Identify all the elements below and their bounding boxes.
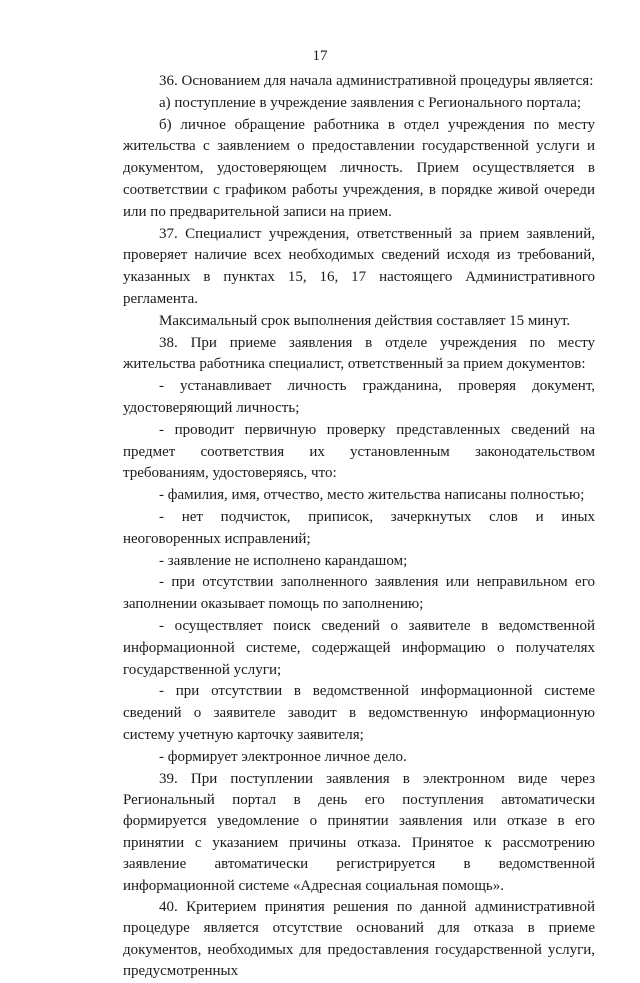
list-item-search: - осуществляет поиск сведений о заявителе в ведомственной информационной системе, содержащей информацию о получателях государственной услуги; xyxy=(123,617,595,678)
paragraph-37: 37. Специалист учреждения, ответственный за прием заявлений, проверяет наличие всех необходимых сведений исходя из требований, указанных в пунктах 15, 16, 17 настоящего Административного регламента. xyxy=(123,225,595,307)
paragraph-40: 40. Критерием принятия решения по данной административной процедуре является отсутствие оснований для отказа в приеме документов, необходимых для предоставления государственной услуги, предусмотренных xyxy=(123,898,595,980)
list-item-full-name: - фамилия, имя, отчество, место жительства написаны полностью; xyxy=(159,487,585,504)
document-body xyxy=(123,71,595,983)
paragraph-36-b: б) личное обращение работника в отдел учреждения по месту жительства с заявлением о предоставлении государственной услуги и документом, удостоверяющем личность. Прием осуществляется в соответствии с графиком работы учреждения, в порядке живой очереди или по предварительной записи на прием. xyxy=(123,116,595,220)
list-item-filling-help: - при отсутствии заполненного заявления или неправильном его заполнении оказывает помощь по заполнению; xyxy=(123,574,595,613)
paragraph-39: 39. При поступлении заявления в электронном виде через Региональный портал в день его поступления автоматически формируется уведомление о принятии заявления или отказе в его принятии с указанием причины отказа. Принятое к рассмотрению заявление автоматически регистрируется в ведомственной информационной системе «Адресная социальная помощь». xyxy=(123,770,595,894)
paragraph-38: 38. При приеме заявления в отделе учреждения по месту жительства работника специалист, ответственный за прием документов: xyxy=(123,334,595,373)
list-item-identity: - устанавливает личность гражданина, проверяя документ, удостоверяющий личность; xyxy=(123,378,595,416)
paragraph-max-time: Максимальный срок выполнения действия составляет 15 минут. xyxy=(159,312,571,329)
list-item-registration-card: - при отсутствии в ведомственной информационной системе сведений о заявителе заводит в ведомственную информационную систему учетную карточку заявителя; xyxy=(123,683,595,743)
paragraph-36-a: а) поступление в учреждение заявления с Регионального портала; xyxy=(159,94,582,111)
list-item-electronic-file: - формирует электронное личное дело. xyxy=(159,748,407,765)
list-item-primary-check: - проводит первичную проверку представленных сведений на предмет соответствия их установленным законодательством требованиям, удостоверяясь, что: xyxy=(123,421,595,482)
page-number: 17 xyxy=(312,48,328,64)
list-item-no-corrections: - нет подчисток, приписок, зачеркнутых слов и иных неоговоренных исправлений; xyxy=(123,508,595,547)
list-item-no-pencil: - заявление не исполнено карандашом; xyxy=(159,552,408,569)
paragraph-36-intro: 36. Основанием для начала административной процедуры является: xyxy=(159,73,594,89)
